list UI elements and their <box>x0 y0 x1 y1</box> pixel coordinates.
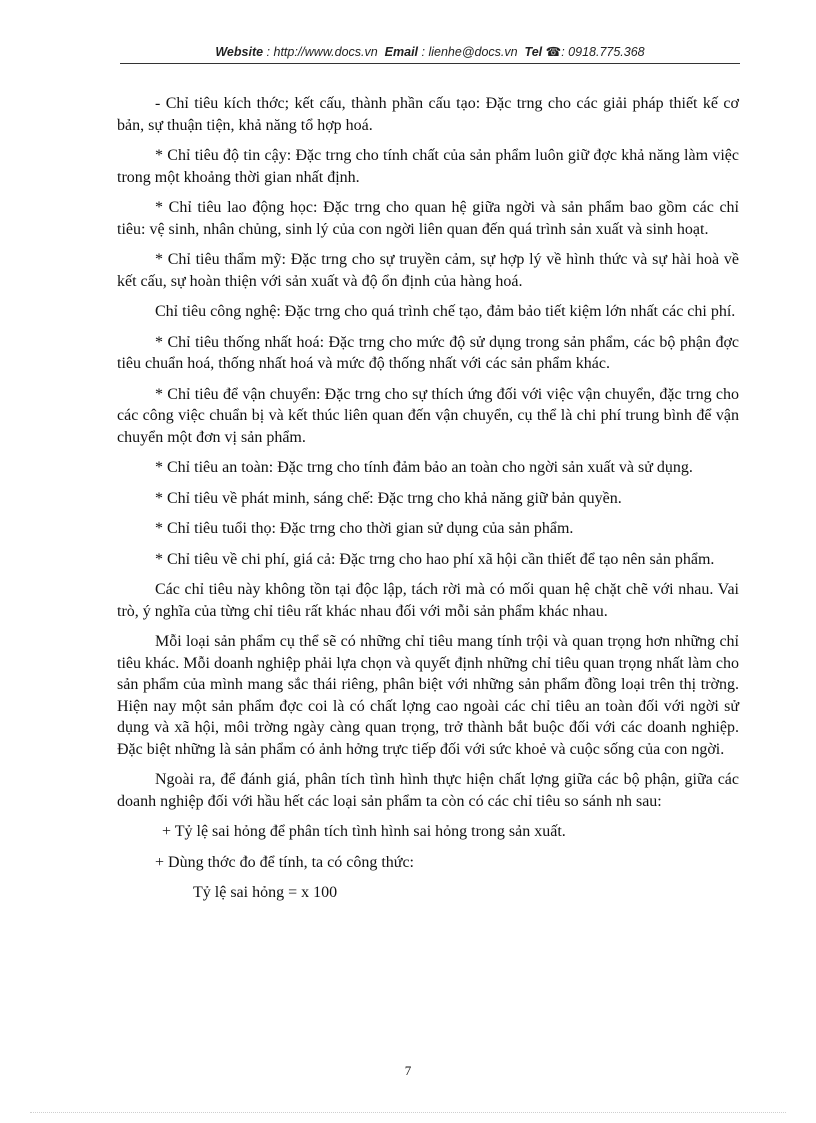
paragraph: * Chỉ tiêu an toàn: Đặc trng cho tính đảm bảo an toàn cho ngời sản xuất và sử dụng. <box>155 459 693 476</box>
phone-icon: ☎ <box>545 45 562 59</box>
page-header <box>120 44 740 59</box>
email-value: : lienhe@docs.vn <box>421 45 518 59</box>
paragraph: Các chỉ tiêu này không tồn tại độc lập, tách rời mà có mối quan hệ chặt chẽ với nhau. Vai trò, ý nghĩa của từng chỉ tiêu rất khác nhau đối với mỗi sản phẩm khác nhau. <box>117 581 739 620</box>
list-item: + Dùng thớc đo để tính, ta có công thức: <box>155 853 414 871</box>
website-value: : http://www.docs.vn <box>266 45 378 59</box>
paragraph: * Chỉ tiêu về phát minh, sáng chế: Đặc trng cho khả năng giữ bản quyền. <box>155 489 622 507</box>
paragraph: * Chỉ tiêu để vận chuyển: Đặc trng cho sự thích ứng đối với việc vận chuyển, đặc trng cho các công việc chuẩn bị và kết thúc liên quan đến vận chuyển, cụ thể là chi phí trung bình để vận chuyển một đơn vị sản phẩm. <box>117 385 739 446</box>
paragraph: - Chỉ tiêu kích thớc; kết cấu, thành phần cấu tạo: Đặc trng cho các giải pháp thiết kế cơ bản, sự thuận tiện, khả năng tổ hợp hoá. <box>117 95 739 134</box>
list-item: + Tỷ lệ sai hỏng để phân tích tình hình sai hỏng trong sản xuất. <box>162 823 566 840</box>
paragraph: Ngoài ra, để đánh giá, phân tích tình hình thực hiện chất lợng giữa các bộ phận, giữa các doanh nghiệp đối với hầu hết các loại sản phẩm ta còn có các chỉ tiêu so sánh nh sau: <box>117 771 739 810</box>
paragraph: * Chỉ tiêu lao động học: Đặc trng cho quan hệ giữa ngời và sản phẩm bao gồm các chỉ tiêu: vệ sinh, nhân chủng, sinh lý của con ngời liên quan đến quá trình sản xuất và sinh hoạt. <box>117 199 739 238</box>
tel-label: Tel <box>524 45 543 59</box>
email-label: Email <box>384 45 419 59</box>
page-number: 7 <box>404 1063 412 1078</box>
document-body <box>117 93 739 913</box>
paragraph: * Chỉ tiêu độ tin cậy: Đặc trng cho tính chất của sản phẩm luôn giữ đợc khả năng làm việc trong một khoảng thời gian nhất định. <box>117 147 739 186</box>
paragraph: Mỗi loại sản phẩm cụ thể sẽ có những chỉ tiêu mang tính trội và quan trọng hơn những chỉ tiêu khác. Mỗi doanh nghiệp phải lựa chọn và quyết định những chỉ tiêu quan trọng nhất làm cho sản phẩm của mình mang sắc thái riêng, phân biệt với những sản phẩm đồng loại trên thị trờng. Hiện nay một sản phẩm đợc coi là có chất lợng cao ngoài các chỉ tiêu an toàn đối với ngời sử dụng và xã hội, môi trờng ngày càng quan trọng, trở thành bắt buộc đối với các doanh nghiệp. Đặc biệt những là sản phẩm có ảnh hởng trực tiếp đối với sức khoẻ và cuộc sống của con ngời. <box>117 633 739 758</box>
paragraph: * Chỉ tiêu thẩm mỹ: Đặc trng cho sự truyền cảm, sự hợp lý về hình thức và sự hài hoà về kết cấu, sự hoàn thiện với sản xuất và độ ổn định của hàng hoá. <box>117 251 739 290</box>
paragraph: Chỉ tiêu công nghệ: Đặc trng cho quá trình chế tạo, đảm bảo tiết kiệm lớn nhất các chi phí. <box>155 303 736 320</box>
paragraph: * Chỉ tiêu tuổi thọ: Đặc trng cho thời gian sử dụng của sản phẩm. <box>155 520 574 537</box>
paragraph: * Chỉ tiêu về chi phí, giá cả: Đặc trng cho hao phí xã hội cần thiết để tạo nên sản phẩm. <box>155 550 715 568</box>
page-bottom-border <box>30 1112 786 1113</box>
header-rule <box>120 63 740 64</box>
formula: Tỷ lệ sai hỏng = x 100 <box>193 884 338 901</box>
website-label: Website <box>215 45 264 59</box>
paragraph: * Chỉ tiêu thống nhất hoá: Đặc trng cho mức độ sử dụng trong sản phẩm, các bộ phận đợc tiêu chuẩn hoá, thống nhất hoá và mức độ thống nhất với các sản phẩm khác. <box>117 333 739 372</box>
tel-value: : 0918.775.368 <box>561 45 645 59</box>
